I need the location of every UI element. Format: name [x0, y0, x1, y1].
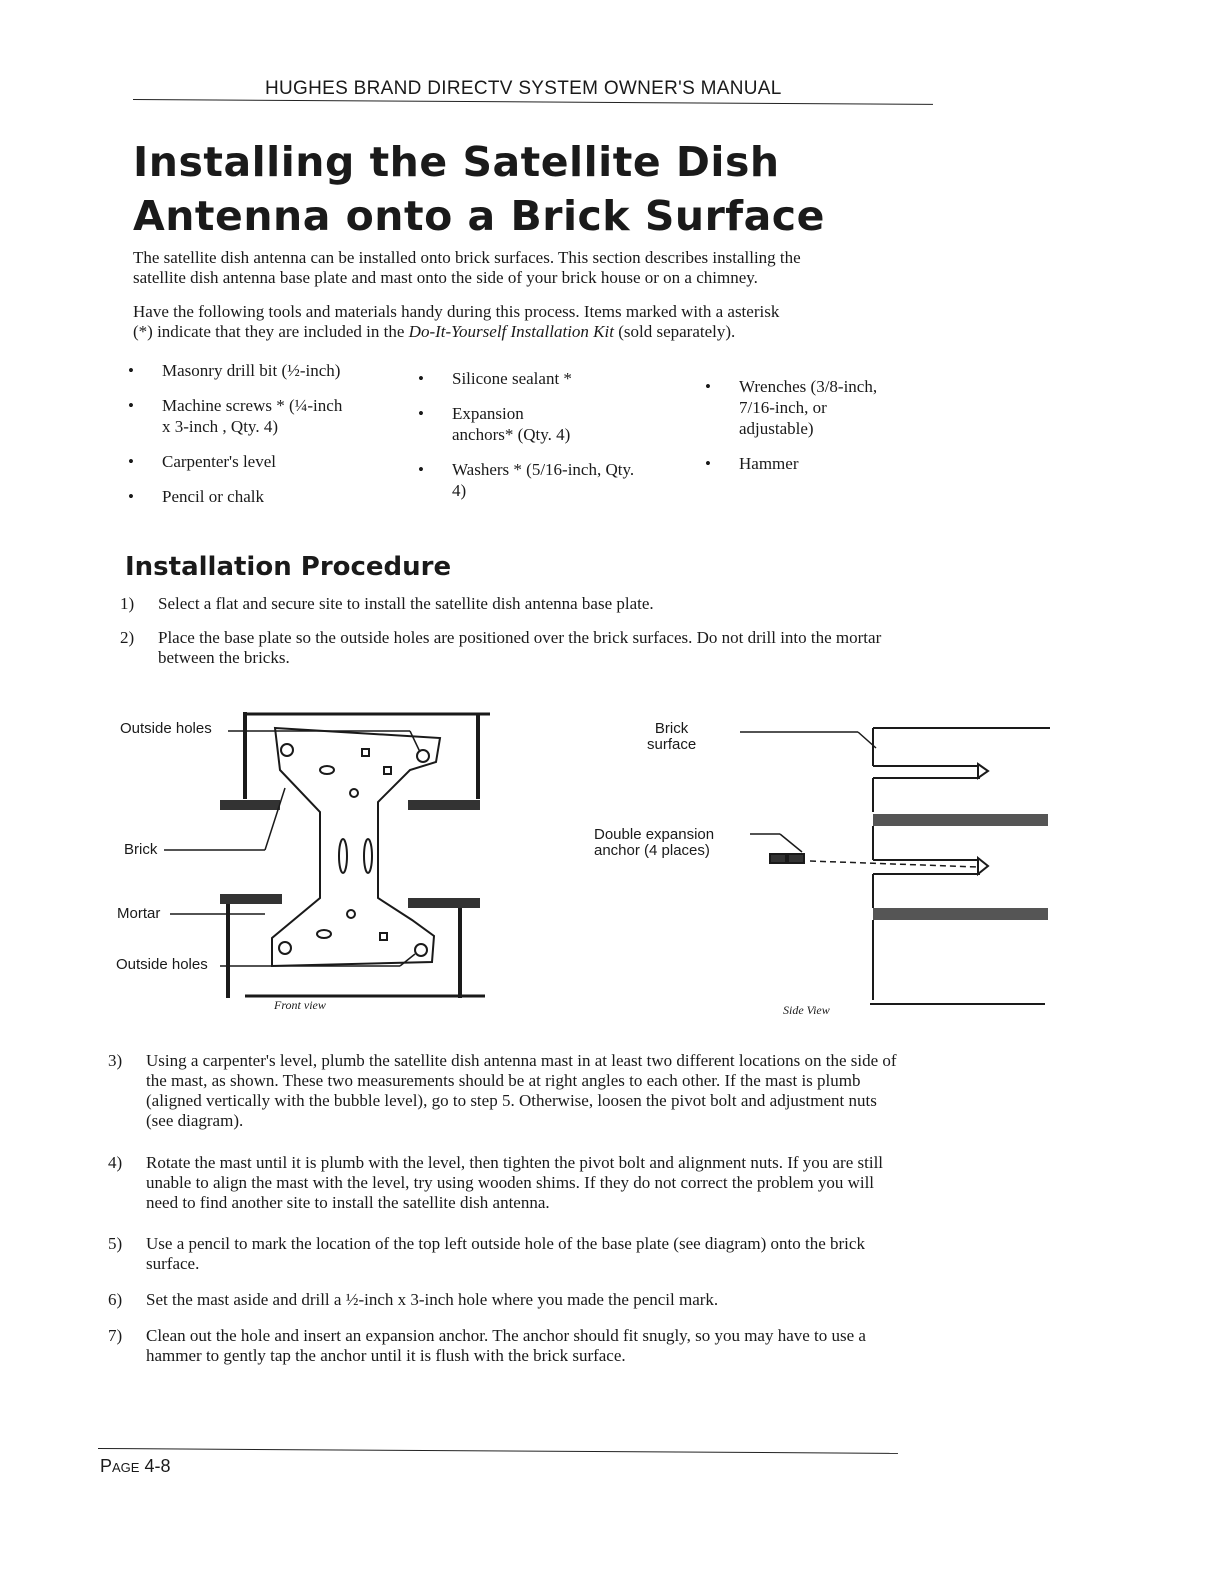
label-brick-surface: Brick surface — [647, 720, 697, 753]
footer-rule — [98, 1448, 898, 1454]
running-header: HUGHES BRAND DIRECTV SYSTEM OWNER'S MANUAL — [265, 78, 782, 99]
intro-paragraph-2: Have the following tools and materials handy during this process. Items marked with a asterisk (*) indicate that they are included in the Do-It-Yourself Installation Kit (sold separately). — [133, 302, 780, 341]
side-view-caption: Side View — [783, 1003, 830, 1017]
kit-name: Do-It-Yourself Installation Kit — [408, 322, 614, 341]
label-mortar: Mortar — [117, 905, 161, 922]
tool-item: • Carpenter's level — [128, 452, 276, 471]
page-title-line2: Antenna onto a Brick Surface — [133, 192, 825, 240]
step-3: 3) Using a carpenter's level, plumb the satellite dish antenna mast in at least two different locations on the side of the mast, as shown. These two measurements should be at right angles to each other. If the mast is plumb (aligned vertically with the bubble level), go to step 5. Otherwise, loosen the pivot bolt and adjustment nuts (see diagram). — [108, 1051, 897, 1130]
page-title — [133, 135, 825, 243]
tool-item: • Hammer — [705, 454, 799, 473]
tools-column-2 — [418, 368, 648, 515]
tools-column-1 — [128, 360, 343, 521]
tool-item: • Washers * (5/16-inch, Qty. 4) — [418, 460, 635, 500]
label-outside-holes-bottom: Outside holes — [116, 956, 208, 973]
step-5: 5) Use a pencil to mark the location of the top left outside hole of the base plate (see diagram) onto the brick surface. — [108, 1234, 865, 1273]
tool-item: • Masonry drill bit (½-inch) — [128, 361, 341, 380]
procedure-heading: Installation Procedure — [125, 552, 452, 582]
intro-paragraph-1: The satellite dish antenna can be installed onto brick surfaces. This section describes installing the satellite dish antenna base plate and mast onto the side of your brick house or on a chimney. — [133, 248, 801, 287]
tools-column-3 — [705, 376, 935, 488]
tool-item: • Wrenches (3/8-inch, 7/16-inch, or adjustable) — [705, 377, 878, 438]
page-number: Page 4-8 — [100, 1456, 171, 1476]
label-double-expansion-anchor: Double expansion anchor (4 places) — [594, 826, 715, 859]
tool-item: • Expansion anchors* (Qty. 4) — [418, 404, 571, 444]
tool-item: • Machine screws * (¼-inch x 3-inch , Qty. 4) — [128, 396, 343, 436]
page-title-line1: Installing the Satellite Dish — [133, 138, 780, 186]
label-outside-holes-top: Outside holes — [120, 720, 212, 737]
front-view-caption: Front view — [274, 998, 326, 1012]
step-7: 7) Clean out the hole and insert an expansion anchor. The anchor should fit snugly, so you may have to use a hammer to gently tap the anchor until it is flush with the brick surface. — [108, 1326, 866, 1365]
step-6: 6) Set the mast aside and drill a ½-inch x 3-inch hole where you made the pencil mark. — [108, 1290, 719, 1309]
step-1: 1) Select a flat and secure site to install the satellite dish antenna base plate. — [120, 594, 654, 613]
step-4: 4) Rotate the mast until it is plumb with the level, then tighten the pivot bolt and alignment nuts. If you are still unable to align the mast with the level, try using wooden shims. If they do not correct the problem you will need to find another site to install the satellite dish antenna. — [108, 1153, 884, 1212]
label-brick: Brick — [124, 841, 158, 858]
tool-item: • Pencil or chalk — [128, 487, 264, 506]
side-view-diagram — [740, 700, 1060, 1020]
tool-item: • Silicone sealant * — [418, 369, 572, 388]
step-2: 2) Place the base plate so the outside holes are positioned over the brick surfaces. Do not drill into the mortar between the bricks. — [120, 628, 882, 667]
